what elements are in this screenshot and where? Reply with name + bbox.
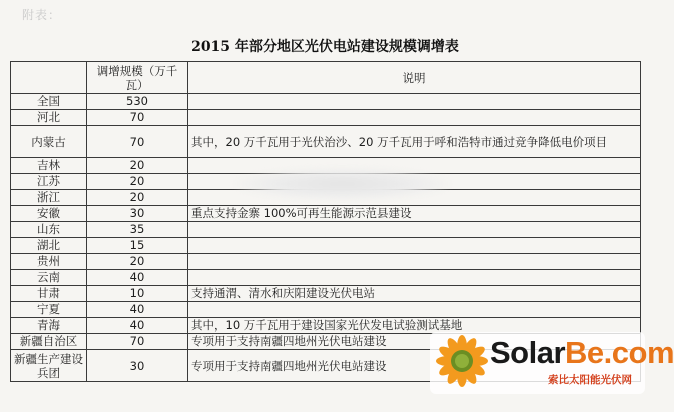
scale-cell: 35: [87, 222, 188, 238]
header-region: [11, 62, 87, 94]
table-row: [11, 206, 641, 222]
region-cell: 新疆自治区: [11, 334, 87, 350]
region-cell: 江苏: [11, 174, 87, 190]
note-cell: [188, 270, 641, 286]
header-note: 说明: [188, 62, 641, 94]
scale-cell: 10: [87, 286, 188, 302]
scale-cell: 40: [87, 302, 188, 318]
table-row: [11, 254, 641, 270]
note-cell: 支持通渭、清水和庆阳建设光伏电站: [188, 286, 641, 302]
scale-cell: 20: [87, 254, 188, 270]
note-cell: 其中，10 万千瓦用于建设国家光伏发电试验测试基地: [188, 318, 641, 334]
region-cell: 湖北: [11, 238, 87, 254]
sunflower-logo-icon: [435, 334, 489, 388]
note-cell: [188, 254, 641, 270]
region-cell: 内蒙古: [11, 126, 87, 158]
document-title: 2015 年部分地区光伏电站建设规模调增表: [191, 39, 459, 55]
scale-cell: 70: [87, 110, 188, 126]
scale-cell: 70: [87, 126, 188, 158]
region-cell: 青海: [11, 318, 87, 334]
scale-cell: 30: [87, 206, 188, 222]
solarbe-watermark: [430, 332, 674, 394]
table-row: [11, 222, 641, 238]
note-cell: 其中，20 万千瓦用于光伏治沙、20 万千瓦用于呼和浩特市通过竞争降低电价项目: [188, 126, 641, 158]
brand-wordmark: [490, 336, 674, 370]
table-row: [11, 110, 641, 126]
scale-cell: 20: [87, 174, 188, 190]
brand-prefix: Solar: [490, 335, 566, 370]
table-header-row: [11, 62, 641, 94]
note-cell: 专项用于支持南疆四地州光伏电站建设: [188, 350, 641, 382]
note-cell: [188, 94, 641, 110]
header-scale: 调增规模（万千瓦）: [87, 62, 188, 94]
note-cell: [188, 238, 641, 254]
scale-cell: 20: [87, 190, 188, 206]
note-cell: [188, 222, 641, 238]
scale-cell: 530: [87, 94, 188, 110]
region-cell: 山东: [11, 222, 87, 238]
region-cell: 甘肃: [11, 286, 87, 302]
blurred-smudge: [235, 168, 450, 200]
brand-suffix: Be.com: [565, 335, 674, 370]
note-cell: [188, 110, 641, 126]
table-row: [11, 94, 641, 110]
region-cell: 河北: [11, 110, 87, 126]
note-cell: 重点支持金寨 100%可再生能源示范县建设: [188, 206, 641, 222]
region-cell: 新疆生产建设兵团: [11, 350, 87, 382]
region-cell: 贵州: [11, 254, 87, 270]
scale-cell: 40: [87, 318, 188, 334]
region-cell: 吉林: [11, 158, 87, 174]
scale-cell: 20: [87, 158, 188, 174]
region-cell: 宁夏: [11, 302, 87, 318]
scale-cell: 15: [87, 238, 188, 254]
scale-cell: 70: [87, 334, 188, 350]
scale-cell: 40: [87, 270, 188, 286]
region-cell: 浙江: [11, 190, 87, 206]
table-row: [11, 302, 641, 318]
table-row: [11, 238, 641, 254]
region-cell: 安徽: [11, 206, 87, 222]
brand-tagline: 索比太阳能光伏网: [548, 374, 632, 386]
note-cell: [188, 302, 641, 318]
region-cell: 全国: [11, 94, 87, 110]
scale-cell: 30: [87, 350, 188, 382]
attachment-label: 附表：: [22, 8, 62, 22]
table-row: [11, 126, 641, 158]
region-cell: 云南: [11, 270, 87, 286]
table-row: [11, 286, 641, 302]
note-cell: 专项用于支持南疆四地州光伏电站建设: [188, 334, 641, 350]
table-row: [11, 270, 641, 286]
